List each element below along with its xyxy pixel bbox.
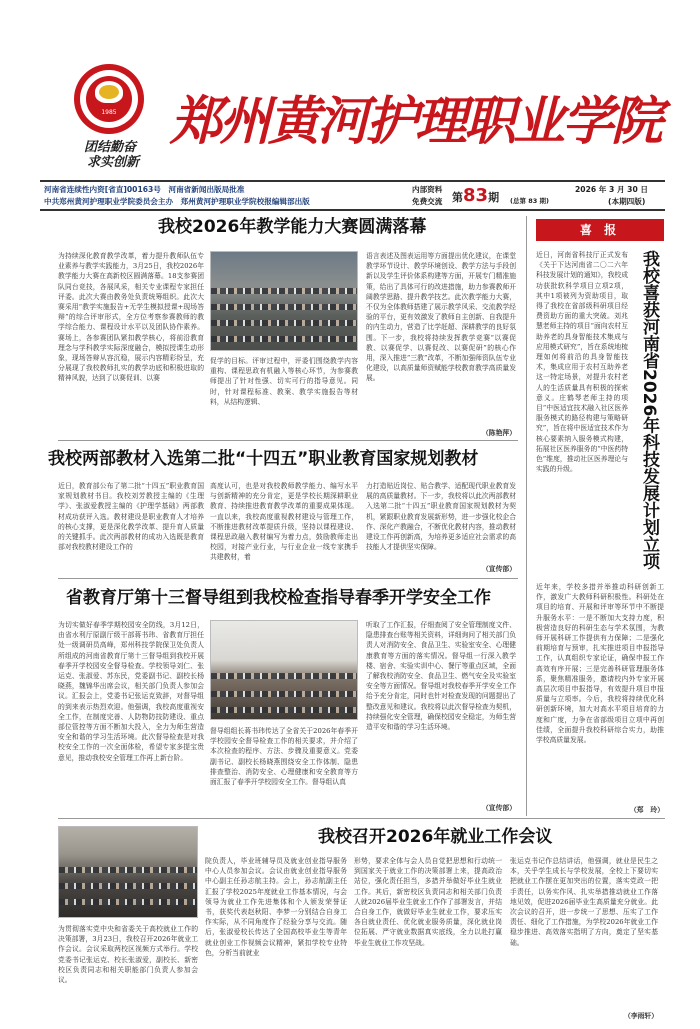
article-4-col-2: 院负责人，毕业班辅导员及就业创业指导服务中心人员参加会议。会议由就业创业指导服务中心副主任孙志航主持。会上，孙志航副主任汇报了学校2025年度就业工作基本情况，与会领导为就业工作先进集体和个人颁发荣誉证书，获奖代表赵秋阳、李梦一分别结合自身工作实际，从不同角度作了经验分享与交流。随后，张淑爱校长传达了全国高校毕业生等青年就业创业工作视频会议精神，紧扣学校专业特色，分析当前就业 — [205, 857, 347, 957]
school-motto — [60, 140, 160, 170]
article-1-photo — [210, 251, 358, 351]
article-1-col-3: 语言表述及图表运用等方面提出优化建议，在课堂教学环节设计、教学环境创设、教学方法与手段创新以及学生评价体系构建等方面，开展专门精准施策，给出了具体可行的改进措施，助力参赛教师开阔教学思路、提升教学技艺。此次教学能力大赛，不仅为全体教师搭建了展示教学风采、交流教学经验的平台，更有效激发了教师自主创新、自我提升的内生动力，营造了比学赶超、深耕教学的良好氛围。下一步，我校将持续发挥教学竞赛“以赛促教、以赛促学、以赛促改、以赛促研”的核心作用，深入推进“三教”改革，不断加强师资队伍专业化建设，以高质量师资赋能学校教育教学高质量发展。 — [366, 252, 516, 383]
article-4-col-4: 张运克书记作总结讲话，他强调，就业是民生之本，关乎学生成长与学校发展，全校上下要切实把就业工作摆在更加突出的位置，落实党政一把手责任，以务实作风、扎实举措推动就业工作落地见效，促进2026届毕业生高质量充分就业。此次会议的召开，进一步统一了思想、压实了工作责任、细化了工作措施，为学校2026年就业工作稳步推进、高效落实指明了方向，奠定了坚实基础。 — [510, 857, 658, 947]
issue-number: 第83期 — [452, 185, 500, 206]
article-1-under-photo: 促学的目标。评审过程中，评委们围绕教学内容重构、课程思政有机融入等核心环节，为参赛教师提出了针对性强、切实可行的指导意见。同时，针对课程标准、教案、教学实施报告等材料，从结构逻辑、 — [210, 357, 358, 406]
school-emblem — [74, 64, 144, 134]
article-4-title: 我校召开2026年就业工作会议 — [318, 827, 553, 847]
sidebar-banner — [536, 219, 664, 241]
article-3-under-photo: 督导组组长蒋书玮传达了全省关于2026年春季开学校园安全督导检查工作的相关要求，并介绍了本次检查的程序、方法、步骤及重要意义。党委副书记、副校长杨晓燕围绕安全工作体制、隐患排查整治、消防安全、心理健康和安全教育等方面汇报了春季开学校园安全工作。督导组认真 — [210, 727, 358, 787]
page-count: (本期四版) — [608, 197, 646, 206]
sidebar-divider — [526, 216, 527, 816]
internal-label: 内部资料 — [412, 185, 443, 194]
registration-line-2: 中共郑州黄河护理职业学院委员会主办 郑州黄河护理职业学院校报编辑部出版 — [44, 197, 310, 206]
registration-line-1: 河南省连续性内资[省直]00163号 河南省新闻出版局批准 — [44, 185, 245, 194]
emblem-year: 1985 — [101, 109, 117, 116]
masthead — [40, 60, 665, 172]
article-4-credit: （李雨轩） — [624, 1012, 658, 1020]
article-3-credit: （宣传部） — [482, 804, 516, 812]
motto-line-1: 团结勤奋 — [83, 140, 136, 155]
article-1-col-1: 为持续深化教育教学改革，着力提升教师队伍专业素养与教学实践能力，3月25日，我校2026年教学能力大赛在高新校区圆满落幕。18支参赛团队同台竞技，各展风采，相关专业课程专家担任评委。此次大赛由教务处负责统筹组织。此次大赛采用“教学实施报告+无学生模拟授课+现场答辩”的综合评审形式，全方位考察参赛教师的教学综合能力、课程设计水平以及团队协作素养。赛场上，各参赛团队紧扣教学核心，将前沿教育理念与学科教学实际深度融合，模拟授课生动形象，现场答辩从容沉稳，展示内容精彩纷呈，充分展现了我校教师扎实的教学功底和积极进取的精神风貌，达到了以赛促训、以赛 — [58, 252, 204, 383]
article-2-col-3: 力打造贴近岗位、贴合教学、适配现代职业教育发展的高质量教材。下一步，我校将以此次两部教材入选第二批“十四五”职业教育国家规划教材为契机，紧跟职业教育发展新形势，进一步强化校企合作、深化产教融合，不断优化教材内容，推动教材建设工作再创新高，为培养更多适应社会需求的高技能人才提供坚实保障。 — [366, 482, 516, 552]
article-4-photo-caption: 为贯彻落实党中央和省委关于高校就业工作的决策部署，3月23日，我校召开2026年就业工作会议。会议采取两校区视频方式举行。学校党委书记张运克、校长张淑爱，副校长、新密校区负责同志和相关职能部门负责人参加会议。 — [58, 925, 198, 985]
motto-line-2: 求实创新 — [86, 155, 139, 170]
sidebar-body-1: 近日，河南省科技厅正式发布《关于下达河南省二〇二六年科技发展计划的通知》，我校成功获批软科学项目立项2项，其中1项被列为资助项目，取得了我校在省部级科研项目经费资助方面的重大突破。刘兆慧老师主持的项目“面向农村互助养老的具身智能技术集成与应用模式研究”，旨在系统地梳理如何将前沿的具身智能技术，集成应用于农村互助养老这一特定场景，对提升农村老人的生活质量具有积极的探索意义。庄鹤琴老师主持的项目“中医适宜技术融入社区医养服务模式的路径构建与策略研究”，旨在将中医适宜技术作为核心要素纳入服务模式构建，拓展社区医养服务的“中医药特色”维度，推动社区医养理论与实践的升级。 — [536, 251, 628, 474]
sidebar-credit: （郑 玲） — [630, 806, 664, 814]
article-3-col-3: 听取了工作汇报，仔细查阅了安全管理制度文件、隐患排查台账等相关资料，详细询问了相关部门负责人对消防安全、食品卫生、实验室安全、心理健康教育等方面的落实情况。督导组一行深入教学楼、宿舍、实验实训中心、餐厅等重点区域，全面了解我校消防安全、食品卫生、燃气安全及实验室安全等方面情况。督导组对我校春季开学安全工作给予充分肯定，同时也针对检查发现的问题提出了整改意见和建议。我校将以此次督导检查为契机，持续强化安全管理，确保校园安全稳定，为师生营造平安和谐的学习生活环境。 — [366, 621, 516, 732]
free-label: 免费交流 — [412, 197, 443, 206]
article-2-col-1: 近日，教育部公布了第二批“十四五”职业教育国家规划教材书目。我校刘芳教授主编的《生理学》、张淑爱教授主编的《护理学基础》两部教材成功获评入选。教材建设是职业教育人才培养的核心支撑，更是深化教学改革、提升育人质量的关键抓手。此次两部教材的成功入选既是教育部对我校教材建设工作的 — [58, 482, 204, 552]
article-2-title: 我校两部教材入选第二批“十四五”职业教育国家规划教材 — [48, 449, 479, 469]
article-2-col-2: 高度认可，也是对我校教师教学能力、编写水平与创新精神的充分肯定，更是学校长期深耕职业教育、持续推进教育教学改革的重要成果体现。一直以来，我校高度重视教材建设与管理工作，不断推进教材改革提质升级，坚持以课程建设、课程思政融入教材编写为着力点，鼓励教师走出校园，对接产业行业，与行业企业一线专家携手共建教材，着 — [210, 482, 358, 562]
info-bar — [40, 184, 665, 208]
sidebar-vertical-title: 我校喜获河南省2026年科技发展计划立项 — [639, 250, 659, 570]
issue-total: (总第 83 期) — [510, 197, 550, 205]
issue-date: 2026 年 3 月 30 日 — [575, 185, 648, 194]
newspaper-title: 郑州黄河护理职业学院 — [170, 91, 661, 152]
article-3-photo — [210, 620, 358, 720]
sidebar-body-2: 近年来，学校多措并举推动科研创新工作，激发广大教师科研积极性。科研处在项目的培育、开展和评审等环节中不断提升服务水平：一是不断加大支持力度，积极营造良好的科研生态与学术氛围，为教师开展科研工作提供有力保障；二是强化前期培育与预审，扎实推进项目申报指导工作，认真组织专家论证，确保申报工作高效有序开展；三是完善科研管理服务体系，聚焦精准服务，邀请校内外专家开展高层次项目申报指导，有效提升项目申报质量与立项率。今后，我校将持续优化科研创新环境，加大对高水平项目培育的力度和广度，力争在省部级项目立项中再创佳绩，全面提升我校科研综合实力，助推学校高质量发展。 — [536, 583, 664, 745]
article-2-credit: （宣传部） — [482, 565, 516, 573]
sidebar-banner-label: 喜 报 — [579, 223, 621, 237]
article-1-credit: （陈艳萍） — [482, 429, 516, 437]
article-1-title: 我校2026年教学能力大赛圆满落幕 — [158, 217, 427, 237]
article-3-title: 省教育厅第十三督导组到我校检查指导春季开学安全工作 — [66, 588, 491, 608]
article-3-col-1: 为切实做好春季学期校园安全防线，3月12日，由省水利厅原副厅级干部蒋书玮、省教育厅担任处一级调研员高峰，郑州科技学院保卫处负责人所组成的河南省教育厅第十三督导组到我校开展春季开学校园安全督导检查。学校领导刘仁、张运克、张淑爱、苏东民，党委副书记、副校长杨晓燕，魏锦华出席会议，相关部门负责人参加会议。汇报会上，党委书记张运克致辞，对督导组的到来表示热烈欢迎。他强调，我校高度重视安全工作，在制度完善、人防物防技防建设、重点部位管控等方面不断加大投入，全力为师生营造安全和谐的学习生活环境。此次督导检查是对我校安全工作的一次全面体检，希望专家多提宝贵意见，推动我校安全管理工作再上新台阶。 — [58, 621, 204, 762]
article-4-col-3: 形势，要求全体与会人员自觉把思想和行动统一到国家关于就业工作的决策部署上来，提高政治站位，强化责任担当，多措并举做好毕业生就业工作。其后，新密校区负责同志和相关部门负责人就2026届毕业生就业工作作了部署发言，并结合自身工作，就做好毕业生就业工作，要求压实各自就业责任、优化就业服务质量，深化就业岗位拓展、严守就业数据真实底线，全力以赴打赢毕业生就业工作攻坚战。 — [354, 857, 502, 947]
article-4-photo — [58, 826, 198, 918]
